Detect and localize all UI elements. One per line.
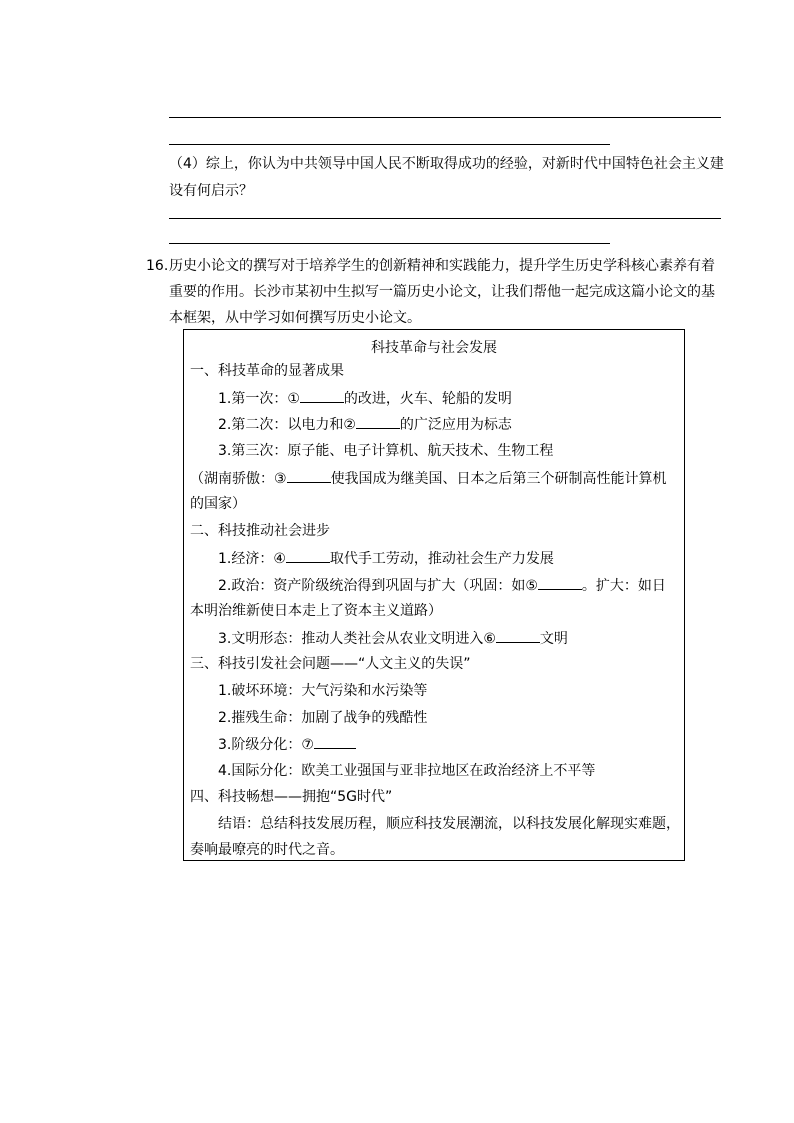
section-1-note-line2: 的国家） [190, 496, 246, 512]
conclusion-line1: 结语：总结科技发展历程，顺应科技发展潮流，以科技发展化解现实难题， [218, 816, 680, 832]
section-1-heading: 一、科技革命的显著成果 [190, 363, 344, 379]
question-16-line1: 历史小论文的撰写对于培养学生的创新精神和实践能力，提升学生历史学科核心素养有着 [169, 258, 715, 274]
section-2-item-3: 3.文明形态：推动人类社会从农业文明进入⑥ 文明 [218, 628, 568, 649]
blank-6[interactable] [496, 628, 540, 643]
section-1-item-2: 2.第二次：以电力和② 的广泛应用为标志 [218, 414, 512, 435]
section-1-note: （湖南骄傲：③ 使我国成为继美国、日本之后第三个研制高性能计算机 [190, 468, 667, 489]
essay-title: 科技革命与社会发展 [371, 340, 497, 356]
answer-line [169, 144, 610, 145]
question-16-line2: 重要的作用。长沙市某初中生拟写一篇历史小论文，让我们帮他一起完成这篇小论文的基 [169, 284, 715, 300]
section-1-item-3: 3.第三次：原子能、电子计算机、航天技术、生物工程 [218, 443, 554, 459]
section-3-heading: 三、科技引发社会问题——“人文主义的失误” [190, 656, 471, 672]
answer-line [169, 243, 610, 244]
section-1-item-1: 1.第一次：① 的改进，火车、轮船的发明 [218, 388, 512, 409]
blank-7[interactable] [314, 734, 356, 749]
conclusion-line2: 奏响最嘹亮的时代之音。 [190, 842, 344, 858]
essay-framework-box [183, 329, 685, 861]
question-16-line3: 本框架，从中学习如何撰写历史小论文。 [169, 310, 421, 326]
blank-5[interactable] [538, 575, 582, 590]
section-3-item-2: 2.摧残生命：加剧了战争的残酷性 [218, 710, 428, 726]
section-3-item-1: 1.破坏环境：大气污染和水污染等 [218, 683, 428, 699]
answer-line [169, 218, 721, 219]
blank-1[interactable] [300, 388, 344, 403]
section-4-heading: 四、科技畅想——拥抱“5G时代” [190, 789, 393, 805]
blank-2[interactable] [356, 414, 400, 429]
section-2-item-2: 2.政治：资产阶级统治得到巩固与扩大（巩固：如⑤ 。扩大：如日 [218, 575, 666, 596]
question-16-number: 16. [146, 258, 169, 274]
section-3-item-4: 4.国际分化：欧美工业强国与亚非拉地区在政治经济上不平等 [218, 763, 596, 779]
blank-4[interactable] [286, 548, 330, 563]
answer-line [169, 117, 721, 118]
section-2-item-1: 1.经济：④ 取代手工劳动，推动社会生产力发展 [218, 548, 554, 569]
question-4-line1: （4）综上，你认为中共领导中国人民不断取得成功的经验，对新时代中国特色社会主义建 [169, 156, 724, 172]
section-2-heading: 二、科技推动社会进步 [190, 523, 330, 539]
blank-3[interactable] [287, 468, 331, 483]
question-4-line2: 设有何启示？ [169, 183, 253, 199]
section-2-item-2-line2: 本明治维新使日本走上了资本主义道路） [190, 603, 442, 619]
section-3-item-3: 3.阶级分化：⑦ [218, 734, 356, 755]
